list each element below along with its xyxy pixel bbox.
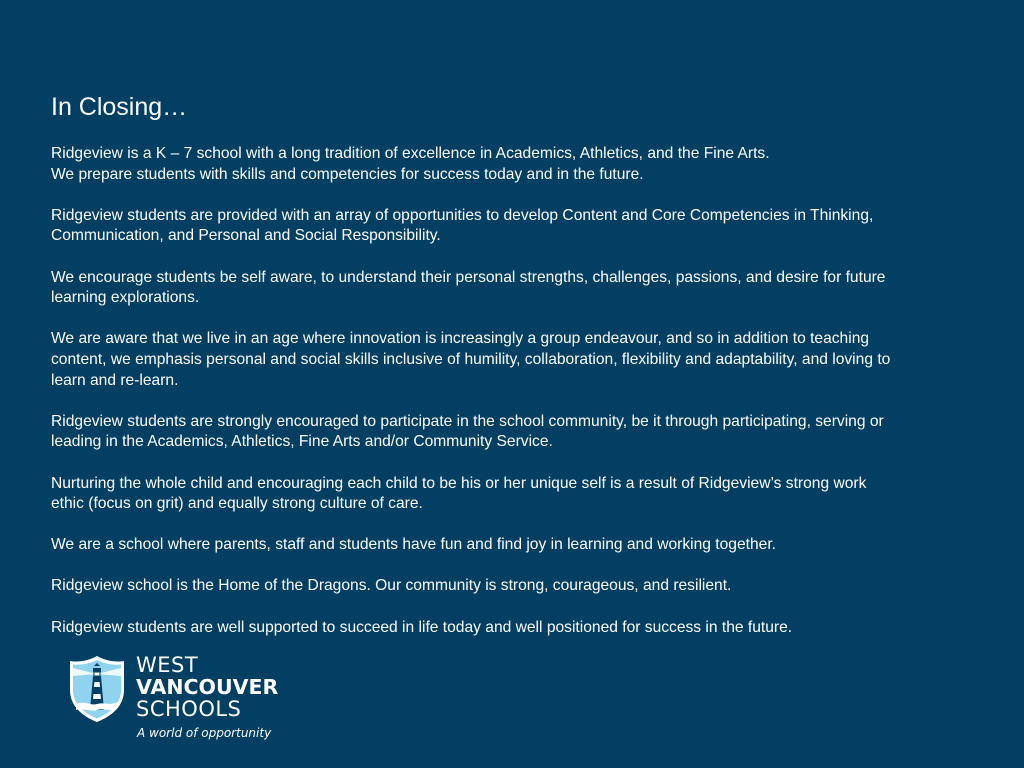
paragraph-line: leading in the Academics, Athletics, Fine Arts and/or Community Service. [51, 433, 553, 451]
paragraph-line: Nurturing the whole child and encouraging each child to be his or her unique self is a result of Ridgeview’s strong work [51, 474, 867, 492]
logo-word-schools: SCHOOLS [136, 697, 242, 721]
paragraph-line: Ridgeview students are strongly encouraged to participate in the school community, be it through participating, serving or [51, 412, 884, 430]
paragraph-line: We are a school where parents, staff and students have fun and find joy in learning and working together. [51, 536, 776, 554]
paragraph-line: Communication, and Personal and Social Responsibility. [51, 227, 441, 245]
paragraph-line: We prepare students with skills and competencies for success today and in the future. [51, 165, 644, 183]
paragraph [51, 535, 981, 556]
paragraph-line: learning explorations. [51, 289, 200, 307]
paragraph [51, 268, 981, 309]
paragraph-line: We encourage students be self aware, to understand their personal strengths, challenges, passions, and desire for future [51, 268, 886, 286]
paragraph [51, 329, 981, 391]
paragraph-line: content, we emphasis personal and social skills inclusive of humility, collaboration, flexibility and adaptability, and loving to [51, 350, 891, 368]
paragraph-line: Ridgeview school is the Home of the Dragons. Our community is strong, courageous, and resilient. [51, 577, 732, 595]
paragraph-line: Ridgeview students are well supported to succeed in life today and well positioned for success in the future. [51, 618, 793, 636]
logo-word-vancouver: VANCOUVER [136, 675, 279, 699]
paragraph [51, 144, 981, 185]
logo-tagline: A world of opportunity [137, 726, 272, 740]
paragraph [51, 618, 981, 639]
paragraph-line: learn and re-learn. [51, 371, 179, 389]
slide-title: In Closing… [51, 93, 188, 121]
lighthouse-shield-icon [68, 654, 126, 724]
paragraph-line: Ridgeview is a K – 7 school with a long tradition of excellence in Academics, Athletics, and the Fine Arts. [51, 145, 770, 162]
paragraph-line: Ridgeview students are provided with an array of opportunities to develop Content and Core Competencies in Thinking, [51, 206, 874, 224]
logo-wordmark [136, 654, 278, 720]
slide-body [51, 144, 981, 659]
west-vancouver-schools-logo [68, 654, 278, 744]
paragraph [51, 576, 981, 597]
paragraph [51, 474, 981, 515]
paragraph-line: We are aware that we live in an age where innovation is increasingly a group endeavour, and so in addition to teaching [51, 330, 870, 348]
paragraph [51, 206, 981, 247]
paragraph [51, 412, 981, 453]
logo-word-west: WEST [136, 653, 199, 677]
paragraph-line: ethic (focus on grit) and equally strong culture of care. [51, 495, 423, 513]
